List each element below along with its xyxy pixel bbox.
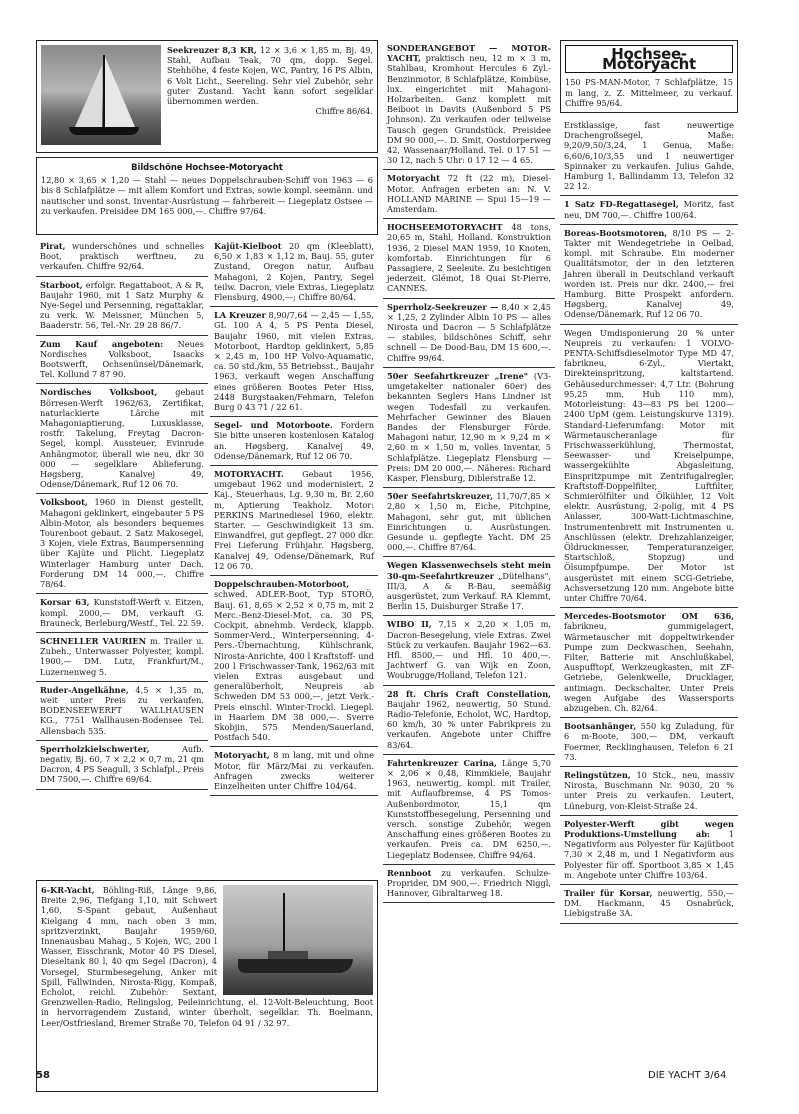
list-item: Kajüt-Kielboot 20 qm (Kleeblatt), 6,50 × 1,83 × 1,12 m, Bauj. 55, guter Zustand, Oregon natur, Aufbau Mahagoni, 2 Kojen, Pantry, Segel teilw. Dacron, viele Extras, Liegeplatz Flensburg, 4900,—; Chiffre 80/64. — [210, 238, 378, 307]
magazine-issue: DIE YACHT 3/64 — [648, 1070, 727, 1081]
ad-title: 6-KR-Yacht, — [41, 885, 95, 895]
list-item: MOTORYACHT. Gebaut 1956, umgebaut 1962 und modernisiert. 2 Kaj., Steuerhaus, Lg. 9,30 m, Br. 2,60 m, Aptierung Teakholz. Motor: PERKINS Marinediesel 1960, elektr. Starter. — Geschwindigkeit 13 sm. Einwandfrei, gut gepflegt. 27 000 dkr. Frei Lieferung Frühjahr. Høgsberg, Kanalvej 49, Odense/Dänemark, Ruf 12 06 70. — [210, 466, 378, 576]
box-title: Bildschöne Hochsee-Motoryacht — [131, 162, 283, 172]
kr-yacht-ad — [36, 880, 378, 1092]
yacht-photo — [223, 885, 373, 995]
list-item: Fahrtenkreuzer Carina, Länge 5,70 × 2,06 × 0,48, Kimmkiele, Baujahr 1963, neuwertig, kompl. mit Trailer, mit Auflaufbremse, 4 PS Tomos-Außenbordmotor, 15,1 qm Kunststoffbesegelung, Persenning und versch. sonstige Zubehör, wegen Anschaffung eines größeren Bootes zu verkaufen. Preis ca. DM 6250,—. Liegeplatz Bodensee. Chiffre 94/64. — [383, 755, 555, 865]
list-item: Pirat, wunderschönes und schnelles Boot, praktisch werftneu, zu verkaufen. Chiffre 92/64. — [36, 238, 208, 277]
motoryacht-box — [36, 157, 378, 235]
list-item: Bootsanhänger, 550 kg Zuladung, für 6 m-Boote, 300,— DM, verkauft Foermer, Recklinghausen, Telefon 6 21 73. — [560, 718, 738, 767]
list-item: 28 ft. Chris Craft Constellation, Baujahr 1962, neuwertig, 50 Stund. Radio-Telefonie, Echolot, WC, Hardtop, 60 km/h, 30 % unter Fabrikpreis zu verkaufen. Angebote unter Chiffre 83/64. — [383, 686, 555, 755]
list-item: Nordisches Volksboot, gebaut Börresen-Werft 1962/63, Zertifikat, naturlackierte Lärche mit Mahagoniaptierung, Luxusklasse, rostfr. Takelung, Freytag Dacron-Segel, kompl. Aussteuer, Evinrude Anhängmotor, überall wie neu, dkr 30 000 — segelklare Ablieferung. Høgsberg, Kanalvej 49, Odense/Dänemark, Ruf 12 06 70. — [36, 384, 208, 494]
list-item: SCHNELLER VAURIEN m. Trailer u. Zubeh., Unterwasser Polyester, kompl. 1900,— DM. Lutz, Frankfurt/M., Luzernenweg 5. — [36, 633, 208, 682]
list-item: Wegen Klassenwechsels steht mein 30-qm-Seefahrtkreuzer „Dütelhans", III/3, A & R-Bau, seemäßig ausgerüstet, zum Verkauf. RA Klemmt, Berlin 15, Duisburger Straße 17. — [383, 557, 555, 616]
list-item: Trailer für Korsar, neuwertig, 550,— DM. Hackmann, 45 Osnabrück, Liebigstraße 3A. — [560, 885, 738, 924]
hochsee-motoryacht-box — [560, 40, 738, 113]
list-item: Doppelschrauben-Motorboot, schwed. ADLER-Boot, Typ STORÖ, Bauj. 61, 8,65 × 2,52 × 0,75 m, mit 2 Merc.-Benz-Diesel-Mot. ca. 30 PS, Cockpit, abnehmb. Verdeck, klappb. Sommer-Verd., Winterpersenning, 4-Pers.-Übernachtung, Kühlschrank, Nirosta-Anrichte, 400 l Kraftstoff- und 200 l Frischwasser-Tank, 1962/63 mit vielen Extras ausgebaut und generalüberholt, Neupreis ab Schweden DM 53 000,—, jetzt Verk.-Preis einschl. Winter-Trockl. Liegepl. in Haarlem DM 38 000,—. Sverre Skobjin, 575 Menden/Sauerland, Postfach 540. — [210, 576, 378, 747]
list-item: SONDERANGEBOT — MOTOR-YACHT, praktisch neu, 12 m × 3 m, Stahlbau, Kromhout Hercules 6 Zyl.-Benzinmotor, 8 Schlafplätze, Kombüse, lux. eingerichtet mit Mahagoni-Holzarbeiten. Ganz komplett mit Beiboot in Davits (Außenbord 5 PS Johnson). Zu verkaufen oder teilweise Tausch gegen Grundstück. Preisidee DM 90 000,—. D. Smit, Oostdorperweg 42, Wassenaar/Holland. Tel. 0 17 51 — 30 12, nach 5 Uhr: 0 17 12 — 4 65. — [383, 40, 555, 170]
list-item: Erstklassige, fast neuwertige Drachengroßsegel, Maße: 9,20/9,50/3,24, 1 Genua, Maße: 6,60/6,10/3,55 und 1 neuwertiger Spinnaker zu verkaufen. Julius Gahde, Hamburg 1, Ballindamm 13, Telefon 32 22 12. — [560, 117, 738, 196]
list-item: Sperrholzkielschwerter, Aufb. negativ, Bj. 60, 7 × 2,2 × 0,7 m, 21 qm Dacron, 4 PS Seagull, 3 Schlafpl., Preis DM 7500,—. Chiffre 69/64. — [36, 741, 208, 790]
column-middle — [383, 40, 555, 903]
ad-text: 12 × 3,6 × 1,85 m, Bj. 49, Stahl, Aufbau Teak, 70 qm, dopp. Segel. Stehhöhe, 4 feste Kojen, WC, Pantry, 16 PS Albin, 6 Volt Licht., Seereling. Sehr viel Zubehör, sehr guter Zustand. Yacht kann sofort segelklar übernommen werden. — [167, 45, 374, 107]
ad-text: Böhling-Riß, Länge 9,86, Breite 2,96, Tiefgang 1,10, mit Schwert 1,60, S-Spant gebaut, Außenhaut Kielgang 4 mm, nach oben 3 mm, spritzverzinkt, Baujahr 1959/60, Innenausbau Mahag., 5 Kojen, WC, 200 l Wasser, Eisschrank, Motor 40 PS Diesel, Dieseltank 80 l, 40 qm Segel (Dacron), 4 Vorsegel, Sturmbesegelung, Anker mit Spill, Fallwinden, Nirosta-Rigg, Kompaß, Echolot, reichl. Zubehör: Sextant, Grenzwellen-Radio, Relingslog, Peileinrichtung, el. 12-Volt-Beleuchtung, Boot in hervorragendem Zustand, winter überholt, segelklar. Th. Boelmann, Leer/Ostfriesland, Bremer Straße 70, Telefon 04 91 / 32 97. — [41, 885, 373, 1028]
page-number: 58 — [36, 1070, 50, 1081]
box-text: 12,80 × 3,65 × 1,20 — Stahl — neues Doppelschrauben-Schiff von 1963 — 6 bis 8 Schlafplätze — mit allem Komfort und Extras, sowie kompl. seemänn. und nautischer und sonst. Inventar-Ausrüstung — fahrbereit — Liegeplatz Ostsee — zu verkaufen. Preisidee DM 165 000,—. Chiffre 97/64. — [41, 175, 373, 216]
list-item: Korsar 63, Kunststoff-Werft v. Eitzen, kompl. 2000,— DM, verkauft G. Brauneck, Berleburg/Westf., Tel. 22 59. — [36, 594, 208, 633]
list-item: 50er Seefahrtkreuzer „Irene" (V3-umgetakelter nationaler 60er) des bekannten Seglers Hans Lindner ist wegen Todesfall zu verkaufen. Mehrfacher Gewinner des Blauen Bandes der Flensburger Förde. Mahagoni natur, 12,90 m × 9,24 m × 2,60 m × 1,50 m, volles Inventar, 5 Schlafplätze. Liegeplatz Flensburg — Preis: DM 20 000,—. Näheres: Richard Kasper, Flensburg, Diblerstraße 12. — [383, 368, 555, 488]
list-item: Volksboot, 1960 in Dienst gestellt, Mahagoni geklinkert, eingebauter 5 PS Albin-Motor, als besonders bequemes Tourenboot gebaut. 2 Satz Makosegel, 3 Kojen, viele Extras, Baumpersenning über Kajüte und Plicht. Liegeplatz Winterlager Hamburg unter Dach. Forderung DM 14 000,—. Chiffre 78/64. — [36, 494, 208, 594]
list-item: Relingstützen, 10 Stck., neu, massiv Nirosta, Buschmann Nr. 9030, 20 % unter Preis zu verkaufen. Leutert, Lüneburg, von-Kleist-Straße 24. — [560, 767, 738, 816]
sailboat-photo — [41, 45, 161, 145]
list-item: Ruder-Angelkähne, 4,5 × 1,35 m, weit unter Preis zu verkaufen. BODENSEEWERFT WALLHAUSEN KG., 7751 Wallhausen-Bodensee Tel. Allensbach 535. — [36, 682, 208, 741]
list-item: LA Kreuzer 8,90/7,64 — 2,45 — 1,55, GL 100 A 4, 5 PS Penta Diesel, Baujahr 1960, mit vielen Extras, Motorboot, Hardtop geklinkert, 5,85 × 2,45 m, 100 HP Volvo-Aquamatic, ca. 50 std./km, 55 Betriebsst., Baujahr 1963, verkauft wegen Anschaffung eines größeren Bootes Peter Hiss, 2448 Burgstaaken/Fehmarn, Telefon Burg 0 43 71 / 22 61. — [210, 307, 378, 417]
list-item: Mercedes-Bootsmotor OM 636, fabrikneu, gummigelagert, Wärmetauscher mit doppeltwirkender Pumpe zum Deckwaschen, Seehahn, Filter, Batterie mit Anschlußkabel, Auspufftopf, Werkzeugkasten, mit ZF-Getriebe, Gelenkwelle, Drucklager, antimagn. Deckschalter. Unter Preis wegen Aufgabe des Wassersports abzugeben. Ch. 82/64. — [560, 608, 738, 718]
list-item: Polyester-Werft gibt wegen Produktions-Umstellung ab: 1 Negativform aus Polyester für Kajütboot 7,30 × 2,48 m, und 1 Negativform aus Polyester für off. Sportboot 3,85 × 1,45 m. Angebote unter Chiffre 103/64. — [560, 816, 738, 885]
ad-title: Seekreuzer 8,3 KR, — [167, 45, 257, 55]
list-item: Segel- und Motorboote. Fordern Sie bitte unseren kostenlosen Katalog an. Høgsberg, Kanalvej 49, Odense/Dänemark, Ruf 12 06 70. — [210, 417, 378, 466]
list-item: Wegen Umdisponierung 20 % unter Neupreis zu verkaufen: 1 VOLVO-PENTA-Schiffsdieselmotor Type MD 47, fabrikneu, 6-Zyl., Viertakt, Direkteinspritzung, kaltstartend. Gehäusedurchmesser: 4,7 Ltr. (Bohrung 95,25 mm, Hub 110 mm), Motorleistung: 43—83 PS bei 1200—2400 UpM (gem. Leistungskurve 1319). Standard-Lieferumfang: Motor mit Wärmetauscheranlage für Frischwasserkühlung, Thermostat, Seewasser- und Kreiselpumpe, wassergekühlte Abgasleitung, Einspritzpumpe mit Zentrifugalregler, Kraftstoff-Doppelfilter, Luftfilter, Schmierölfilter und Ölkühler, 12 Volt elektr. Ausrüstung, 2-polig, mit 4 PS Anlasser, 300-Watt-Lichtmaschine, Instrumentenbrett mit Instrumenten u. Anschlüssen (elektr. Drehzahlanzeiger, Öldruckmesser, Temperaturanzeiger, Startschloß, Stopzug) und Ölsumpfpumpe. Der Motor ist ausgerüstet mit einem SCG-Getriebe, Achsversetzung 120 mm. Angebote bitte unter Chiffre 70/64. — [560, 325, 738, 608]
box-title: Hochsee-Motoryacht — [565, 45, 733, 73]
list-item: Zum Kauf angeboten: Neues Nordisches Volksboot, Isaacks Bootswerft, Ochsenünsel/Dänemark, Tel. Kollund 7 87 90. — [36, 336, 208, 385]
column-left — [36, 40, 378, 1028]
list-item: Boreas-Bootsmotoren, 8/10 PS — 2-Takter mit Wendegetriebe in Oelbad, kompl. mit Schraube. Ein moderner Qualitätsmotor, der in den letzteren Jahren überall in Deutschland verkauft worden ist. Preis nur dkr. 2400,— frei Hamburg. Bitte Prospekt anfordern. Høgsberg, Kanalvej 49, Odense/Dänemark, Ruf 12 06 70. — [560, 225, 738, 325]
seekreuzer-ad — [36, 40, 378, 153]
column-1a — [36, 238, 208, 790]
list-item: HOCHSEEMOTORYACHT 48 tons, 20,65 m, Stahl, Holland. Konstruktion 1936, 2 Diesel MAN 1959, 10 Knoten, komfortab. Einrichtungen für 6 Passagiere, 2 Seeleute. Zu besichtigen jederzeit. Glémot, 18 Quai St-Pierre, CANNES. — [383, 219, 555, 298]
list-item: Sperrholz-Seekreuzer — 8,40 × 2,45 × 1,25, 2 Zylinder Albin 10 PS — alles Nirosta und Dacron — 5 Schlafplätze — stabiles, bildschönes Schiff, sehr schnell — De Dood-Bau, DM 15 600,—. Chiffre 99/64. — [383, 299, 555, 368]
list-item: Motoryacht 72 ft (22 m), Diesel-Motor. Anfragen erbeten an: N. V. HOLLAND MARINE — Spui 15—19 — Amsterdam. — [383, 170, 555, 219]
column-1b — [210, 238, 378, 796]
list-item: Motoryacht, 8 m lang, mit und ohne Motor, für März/Mai zu verkaufen. Anfragen zwecks weiterer Einzelheiten unter Chiffre 104/64. — [210, 747, 378, 796]
list-item: WIBO II, 7,15 × 2,20 × 1,05 m, Dacron-Besegelung, viele Extras. Zwei Stück zu verkaufen. Baujahr 1962—63. Hfl. 8500,— und Hfl. 10 400,—. Jachtwerf G. van Wijk en Zoon, Woubrugge/Holland, Telefon 121. — [383, 616, 555, 685]
box-text: 150 PS-MAN-Motor, 7 Schlafplätze, 15 m lang, z. Z. Mittelmeer, zu verkauf. Chiffre 95/64. — [565, 77, 733, 108]
list-item: 50er Seefahrtskreuzer, 11,70/7,85 × 2,80 × 1,50 m, Eiche, Pitchpine, Mahagoni, sehr gut, mit üblichen Einrichtungen u. Ausrüstungen. Gesunde u. gepflegte Yacht. DM 25 000,—. Chiffre 87/64. — [383, 488, 555, 557]
list-item: Rennboot zu verkaufen. Schulze-Proprider, DM 900,—. Friedrich Niggl, Hannover, Gibraltarweg 18. — [383, 865, 555, 904]
list-item: Starboot, erfolgr. Regattaboot, A & R, Baujahr 1960, mit 1 Satz Murphy & Nye-Segel und Persenning, regattaklar, zu verk. W. Meissner, München 5, Baaderstr. 56, Tel.-Nr. 29 28 86/7. — [36, 277, 208, 336]
column-right — [560, 40, 738, 924]
ad-chiffre: Chiffre 86/64. — [315, 106, 373, 117]
list-item: 1 Satz FD-Regattasegel, Moritz, fast neu, DM 700,—. Chiffre 100/64. — [560, 196, 738, 224]
